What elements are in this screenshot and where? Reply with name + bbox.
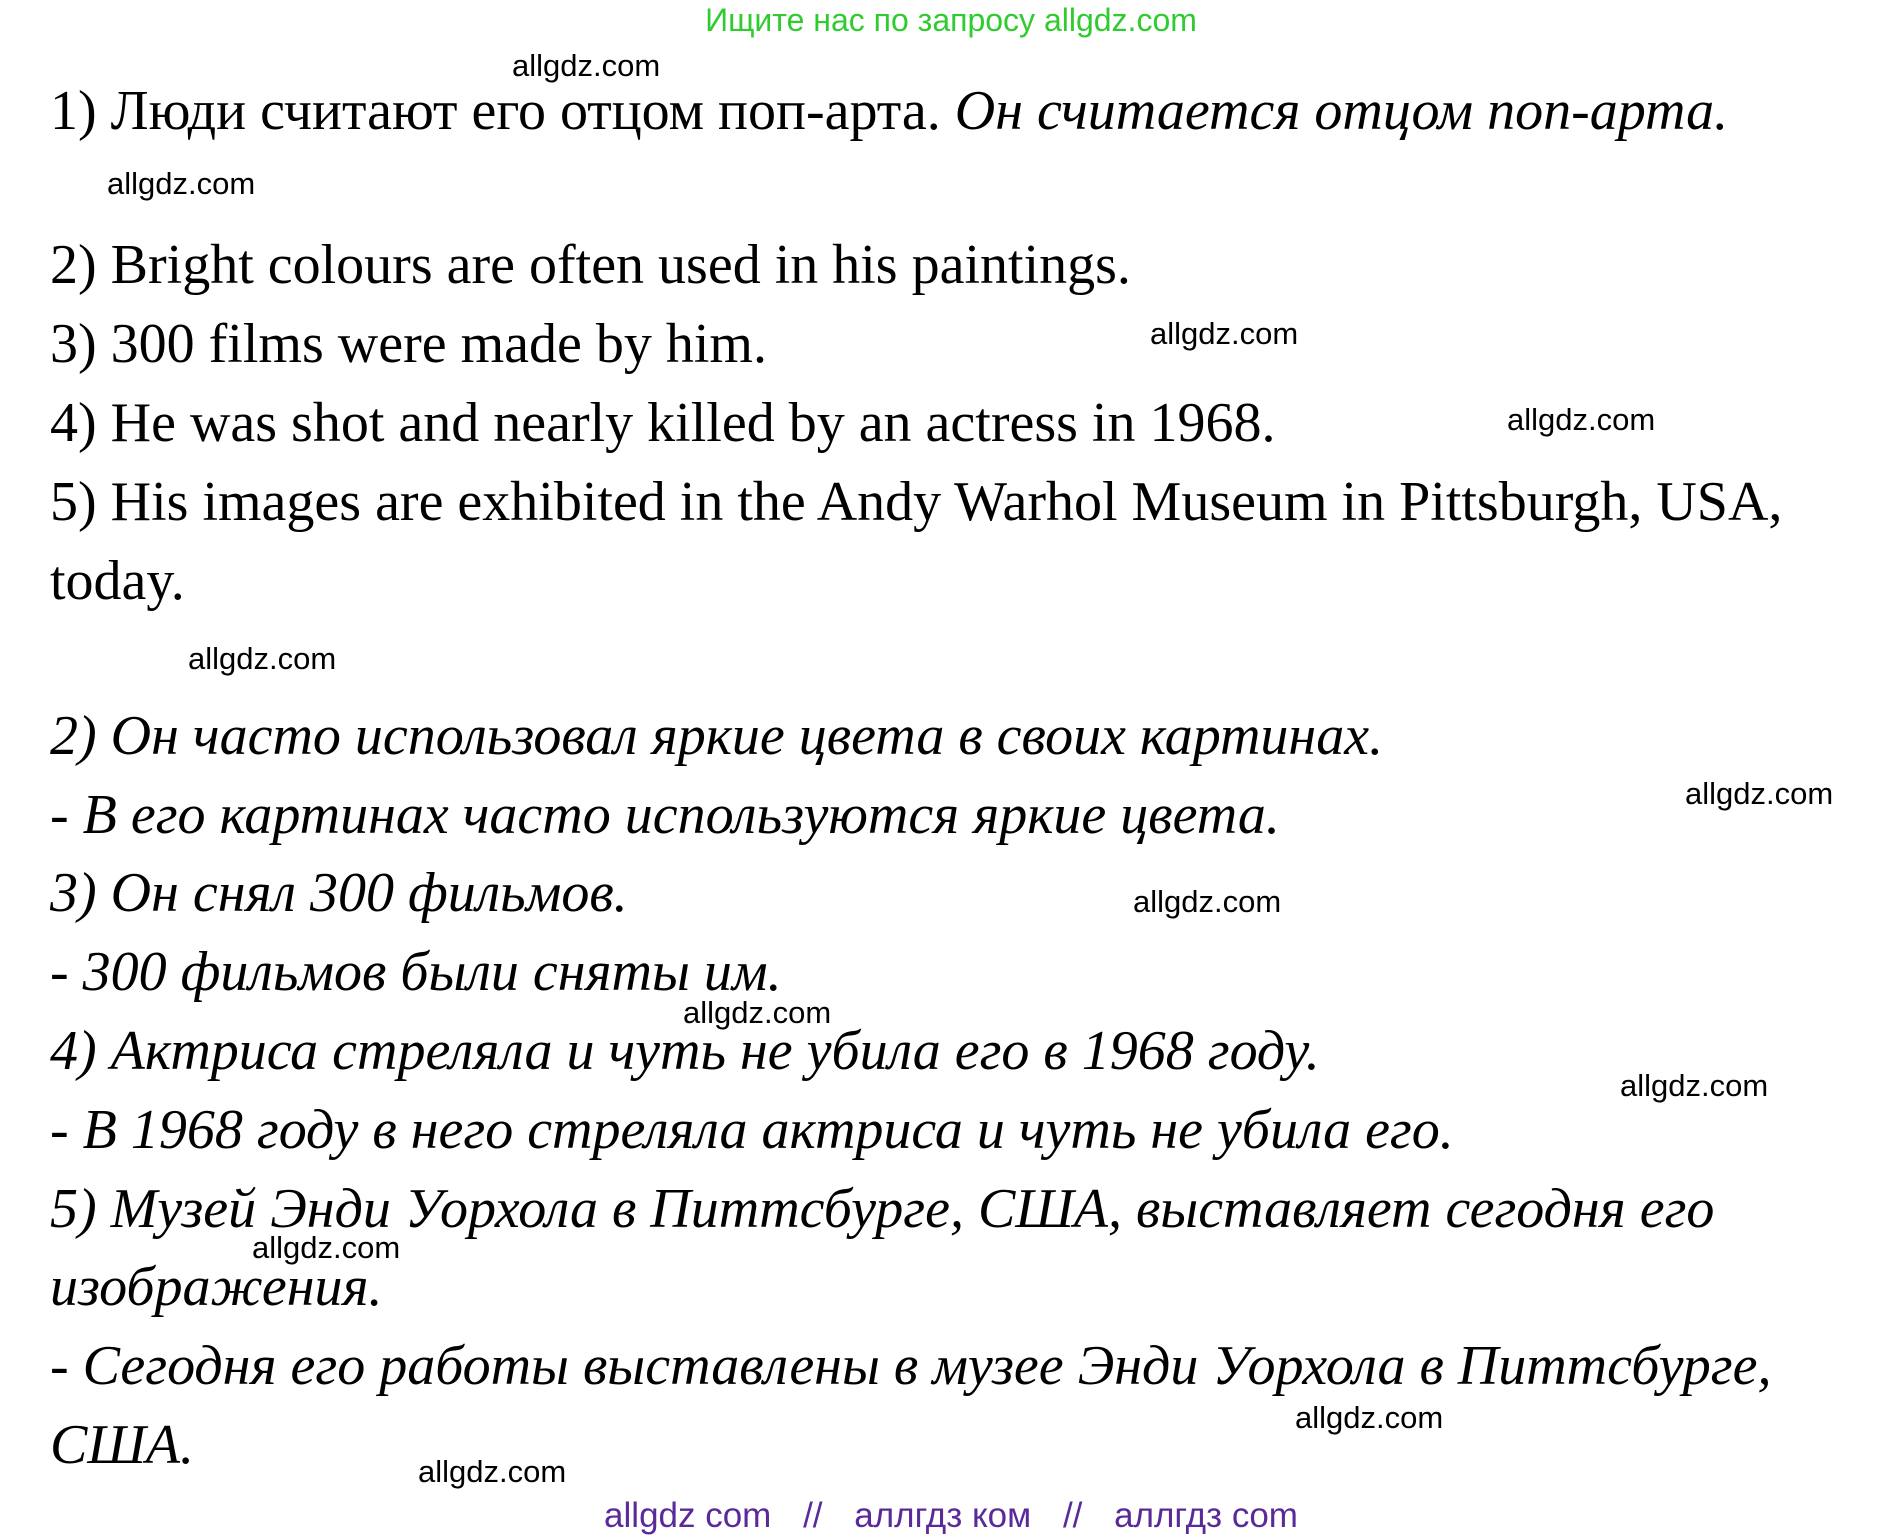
watermark: allgdz.com — [1133, 884, 1282, 919]
translation-4a: 4) Актриса стреляла и чуть не убила его в 1968 году. — [50, 1020, 1320, 1082]
watermark: allgdz.com — [1620, 1068, 1769, 1103]
watermark: allgdz.com — [1295, 1400, 1444, 1435]
translation-5b: изображения. — [50, 1256, 383, 1318]
line-1-russian: 1) Люди считают его отцом поп-арта. — [50, 80, 941, 142]
line-5b: today. — [50, 550, 185, 612]
line-1 — [50, 78, 1728, 144]
watermark: allgdz.com — [252, 1230, 401, 1265]
translation-3b: - 300 фильмов были сняты им. — [50, 941, 782, 1003]
line-1-russian-italic: Он считается отцом поп-арта. — [954, 80, 1729, 142]
translation-5a: 5) Музей Энди Уорхола в Питтсбурге, США, выставляет сегодня его — [50, 1178, 1715, 1240]
translation-2b: - В его картинах часто используются яркие цвета. — [50, 784, 1280, 846]
line-2: 2) Bright colours are often used in his paintings. — [50, 234, 1131, 296]
footer — [0, 1496, 1902, 1536]
footer-link-2: аллгдз ком — [854, 1496, 1032, 1535]
watermark: allgdz.com — [512, 48, 661, 83]
translation-2a: 2) Он часто использовал яркие цвета в своих картинах. — [50, 705, 1384, 767]
translation-5d: США. — [50, 1414, 194, 1476]
footer-link-3: аллгдз com — [1114, 1496, 1298, 1535]
top-banner: Ищите нас по запросу allgdz.com — [705, 2, 1197, 38]
translation-3a: 3) Он снял 300 фильмов. — [50, 862, 628, 924]
translation-4b: - В 1968 году в него стреляла актриса и чуть не убила его. — [50, 1099, 1454, 1161]
line-3: 3) 300 films were made by him. — [50, 313, 767, 375]
footer-separator: // — [1062, 1496, 1083, 1535]
watermark: allgdz.com — [1150, 316, 1299, 351]
watermark: allgdz.com — [1685, 776, 1834, 811]
watermark: allgdz.com — [107, 166, 256, 201]
watermark: allgdz.com — [1507, 402, 1656, 437]
watermark: allgdz.com — [188, 641, 337, 676]
watermark: allgdz.com — [683, 995, 832, 1030]
footer-link-1: allgdz com — [604, 1496, 772, 1535]
line-4: 4) He was shot and nearly killed by an actress in 1968. — [50, 392, 1276, 454]
watermark: allgdz.com — [418, 1454, 567, 1489]
footer-separator: // — [803, 1496, 823, 1535]
translation-5c: - Сегодня его работы выставлены в музее Энди Уорхола в Питтсбурге, — [50, 1335, 1772, 1397]
line-5a: 5) His images are exhibited in the Andy Warhol Museum in Pittsburgh, USA, — [50, 471, 1783, 533]
